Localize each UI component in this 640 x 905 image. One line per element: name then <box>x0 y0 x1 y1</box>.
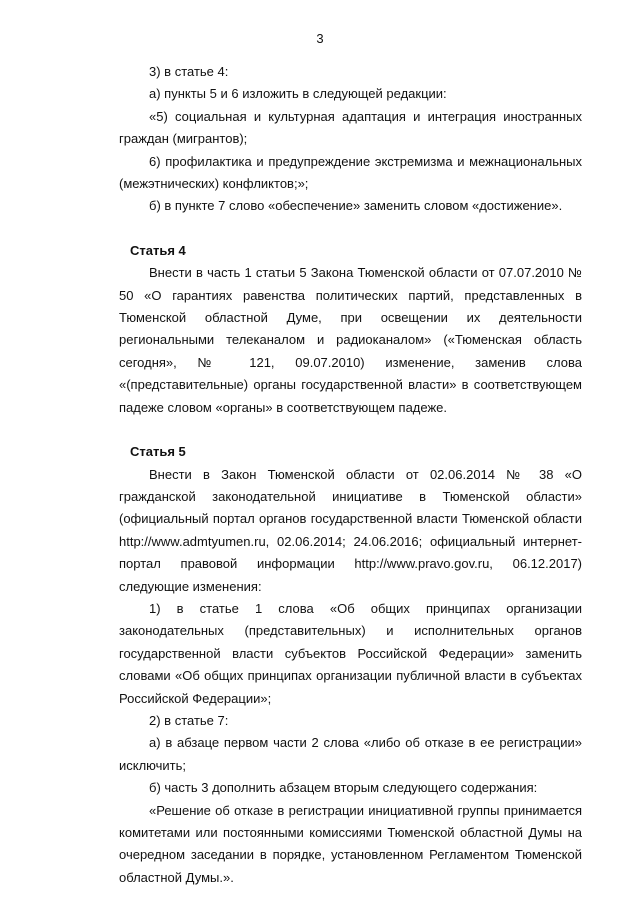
paragraph: 3) в статье 4: <box>149 64 229 79</box>
paragraph: б) часть 3 дополнить абзацем вторым следующего содержания: <box>149 780 538 796</box>
article-heading: Статья 4 <box>130 242 186 258</box>
article-heading: Статья 5 <box>130 444 186 460</box>
paragraph: «Решение об отказе в регистрации инициативной группы принимается комитетами или постоянными комиссиями Тюменской областной Думы на очередном заседании в порядке, установленном Регламентом Тюменской областной Думы.». <box>119 802 582 885</box>
paragraph: 2) в статье 7: <box>149 712 229 728</box>
paragraph: б) в пункте 7 слово «обеспечение» заменить словом «достижение». <box>149 198 563 214</box>
spacer <box>119 218 582 240</box>
paragraph: а) в абзаце первом части 2 слова «либо об отказе в ее регистрации» исключить; <box>119 735 582 773</box>
spacer <box>119 419 582 441</box>
paragraph: а) пункты 5 и 6 изложить в следующей редакции: <box>149 86 447 102</box>
page-number: 3 <box>316 31 324 46</box>
paragraph: Внести в Закон Тюменской области от 02.06.2014 № 38 «О гражданской законодательной инициативе в Тюменской области» (официальный портал органов государственной власти Тюменской области http://www.admtyumen.ru, 02.06.2014; 24.06.2016; официальный интернет-портал правовой информации http://www.pravo.gov.ru, 06.12.2017) следующие изменения: <box>119 466 582 594</box>
document-body <box>119 61 582 889</box>
paragraph: 6) профилактика и предупреждение экстремизма и межнациональных (межэтнических) конфликтов;»; <box>119 153 582 192</box>
paragraph: «5) социальная и культурная адаптация и интеграция иностранных граждан (мигрантов); <box>119 108 582 147</box>
paragraph: Внести в часть 1 статьи 5 Закона Тюменской области от 07.07.2010 № 50 «О гарантиях равенства политических партий, представленных в Тюменской областной Думе, при освещении их деятельности региональными телеканалом и радиоканалом» («Тюменская область сегодня», № 121, 09.07.2010) изменение, заменив слова «(представительные) органы государственной власти» в соответствующем падеже словом «органы» в соответствующем падеже. <box>119 265 582 415</box>
paragraph: 1) в статье 1 слова «Об общих принципах организации законодательных (представительных) и исполнительных органов государственной власти субъектов Российской Федерации» заменить словами «Об общих принципах организации публичной власти в субъектах Российской Федерации»; <box>119 600 582 706</box>
